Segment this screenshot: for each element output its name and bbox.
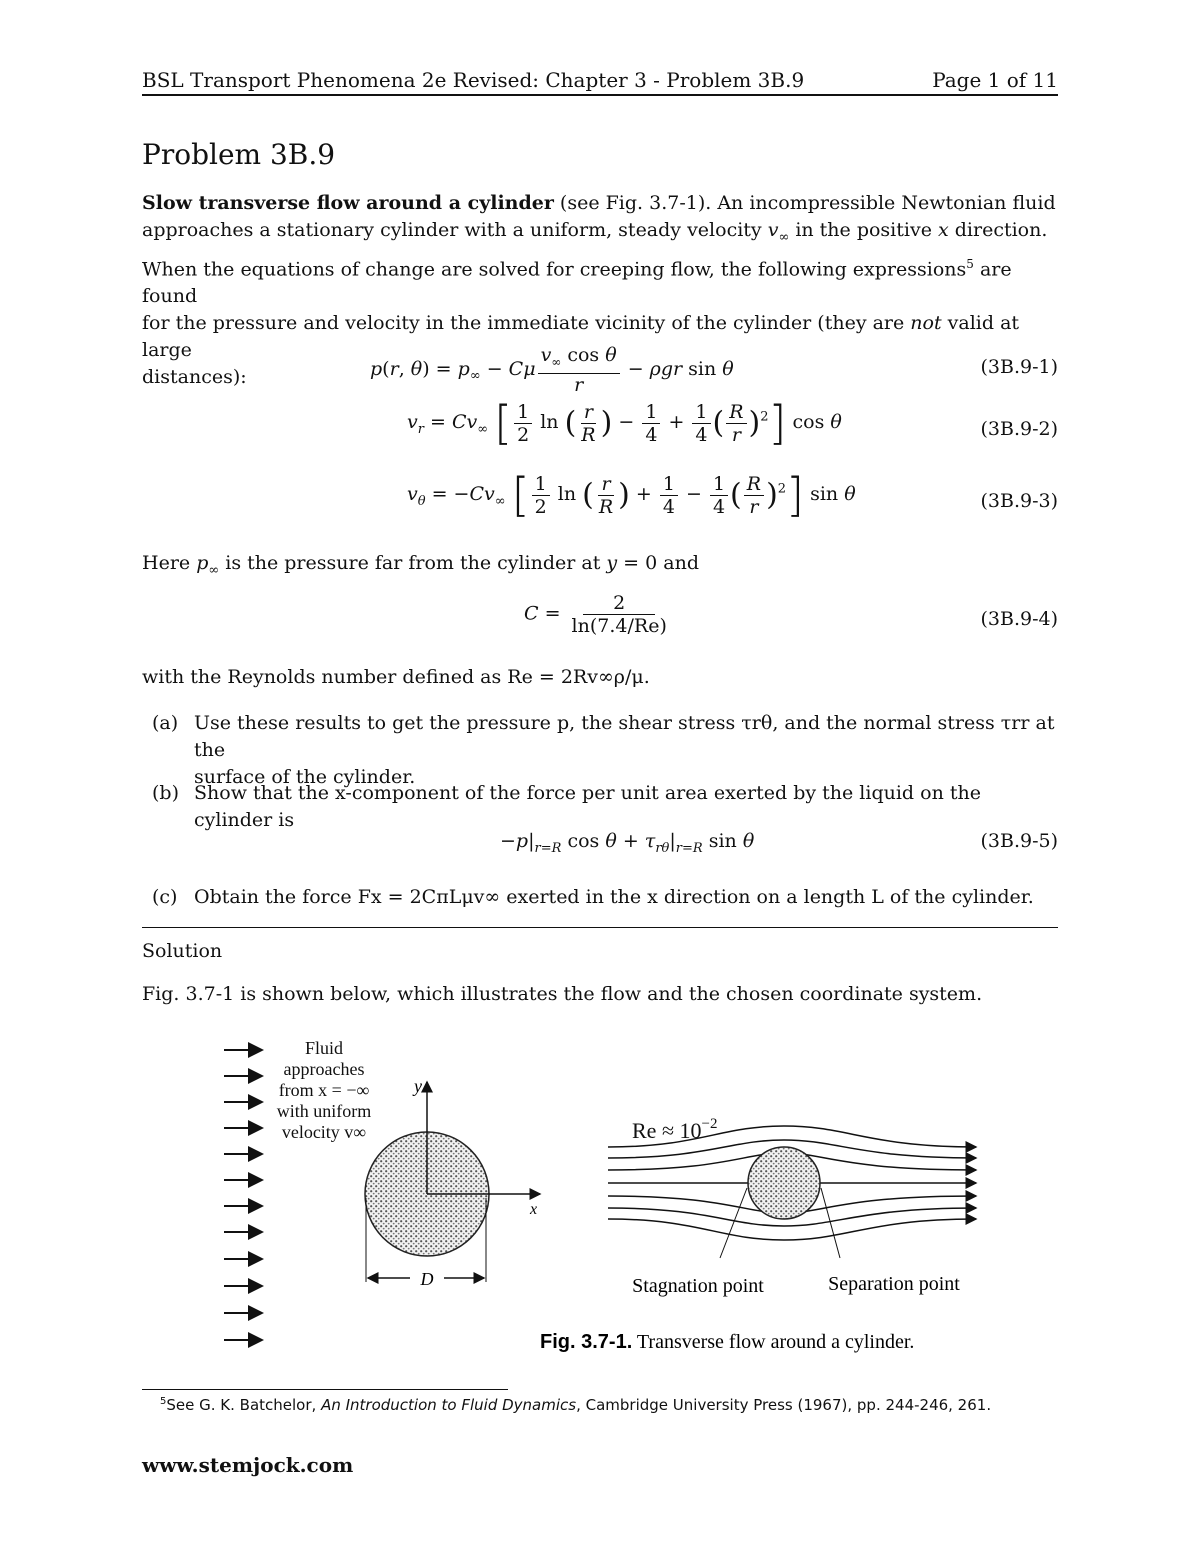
reynolds-label — [632, 1116, 717, 1143]
part-b-label: (b) — [152, 782, 179, 804]
footnote-mark: 5 — [160, 1396, 167, 1407]
statement-line4a: for the pressure and velocity in the immediate vicinity of the cylinder (they are — [142, 312, 911, 335]
statement-line2c: direction. — [948, 219, 1048, 241]
equation-4-number: (3B.9-4) — [980, 608, 1058, 630]
part-c — [142, 884, 1058, 911]
here-text-a: Here — [142, 552, 197, 574]
header-title: BSL Transport Phenomena 2e Revised: Chapter 3 - Problem 3B.9 — [142, 68, 805, 92]
caption-label: Fig. 3.7-1. — [540, 1331, 633, 1353]
header-rule — [142, 94, 1058, 96]
stagnation-label: Stagnation point — [632, 1275, 764, 1297]
statement-emph: not — [910, 312, 942, 335]
x-axis-label: x — [530, 1201, 538, 1218]
fluid-line-1: Fluid — [304, 1038, 344, 1058]
footnote-text-b: , Cambridge University Press (1967), pp. 244-246, 261. — [576, 1396, 992, 1414]
problem-statement: Slow transverse flow around a cylinder (see Fig. 3.7-1). An incompressible Newtonian fluid approaches a stationary cylinder with a uniform, steady velocity $v_\infty$ in the positive x direction. When the equations of change are solved for creeping flow, the following expressions$^5$ are found for the pressure and velocity in the immediate vicinity of the cylinder (they are not valid at large distances): — [142, 190, 1058, 391]
statement-lead: Slow transverse flow around a cylinder — [142, 192, 554, 214]
part-c-line1: Obtain the force Fx = 2CπLμv∞ exerted in the x direction on a length L of the cylinder. — [194, 886, 1034, 908]
y-axis-label: y — [414, 1076, 422, 1096]
footnote-text-a: See G. K. Batchelor, — [166, 1396, 322, 1414]
statement-line2a: approaches a stationary cylinder with a uniform, steady velocity — [142, 219, 768, 241]
here-text-c: and — [657, 552, 700, 574]
reynolds-base: Re ≈ 10 — [632, 1118, 702, 1143]
fluid-label — [277, 1038, 372, 1142]
here-text-b: is the pressure far from the cylinder at — [219, 552, 607, 574]
diameter-label: D — [420, 1269, 434, 1289]
caption-text: Transverse flow around a cylinder. — [632, 1331, 915, 1353]
footnote-rule — [142, 1389, 508, 1390]
equation-1-number: (3B.9-1) — [980, 356, 1058, 378]
problem-title: Problem 3B.9 — [142, 138, 336, 171]
part-a — [142, 710, 1058, 788]
fluid-line-4: with uniform — [276, 1101, 372, 1121]
part-a-line2: surface of the cylinder. — [194, 766, 416, 788]
statement-line5: distances): — [142, 366, 247, 389]
equation-2: $v_r = Cv_\infty$ [ $\frac{1}{2}$ ln ( $\frac{r}{R}$ ) − $\frac{1}{4}$ + $\frac{1}{4}$ ( $\frac{R}{r}$ )$^2$] cos θ (3B.9-2) — [407, 396, 1058, 450]
equation-2-number: (3B.9-2) — [980, 418, 1058, 440]
cylinder-streamline-view — [748, 1147, 820, 1219]
figure-caption — [540, 1331, 914, 1353]
figure-3-7-1 — [200, 1030, 1020, 1370]
here-text: Here $p_\infty$ is the pressure far from the cylinder at y = 0 and — [142, 552, 700, 578]
part-b — [142, 780, 1058, 831]
page-header — [142, 68, 1058, 92]
statement-line4b: valid at large — [142, 312, 1020, 362]
solution-heading: Solution — [142, 940, 223, 962]
equation-3: $v_\theta = -Cv_\infty$ [ $\frac{1}{2}$ ln ( $\frac{r}{R}$ ) + $\frac{1}{4}$ − $\frac{1}{4}$ ( $\frac{R}{r}$ )$^2$] sin θ (3B.9-3) — [407, 468, 1058, 522]
website-link[interactable]: www.stemjock.com — [142, 1453, 354, 1477]
fluid-line-3: from x = −∞ — [278, 1080, 370, 1100]
part-b-line1: Show that the x-component of the force per unit area exerted by the liquid on the cylinder is — [194, 782, 981, 831]
page-number: Page 1 of 11 — [932, 68, 1058, 92]
equation-4: C = $\frac{2}{\ln(7.4/Re)}$ (3B.9-4) — [524, 592, 1058, 637]
fluid-line-2: approaches — [283, 1059, 365, 1079]
footnote — [160, 1396, 991, 1414]
streamline — [608, 1219, 976, 1240]
statement-line3b: are found — [142, 258, 1012, 308]
statement-line1: (see Fig. 3.7-1). An incompressible Newtonian fluid — [553, 192, 1056, 214]
equation-3-number: (3B.9-3) — [980, 490, 1058, 512]
statement-line2b: in the positive — [789, 219, 938, 241]
part-a-line1: Use these results to get the pressure p, the shear stress τrθ, and the normal stress τrr at the — [194, 712, 1055, 761]
statement-line3a: When the equations of change are solved for creeping flow, the following expressions — [142, 258, 967, 281]
footnote-ref: 5 — [966, 256, 974, 271]
solution-rule — [142, 927, 1058, 928]
reynolds-exponent: −2 — [701, 1116, 718, 1132]
part-c-label: (c) — [152, 886, 178, 908]
separation-label: Separation point — [828, 1273, 960, 1295]
reynolds-definition: with the Reynolds number defined as Re = 2Rv∞ρ/μ. — [142, 666, 650, 688]
solution-text: Fig. 3.7-1 is shown below, which illustrates the flow and the chosen coordinate system. — [142, 983, 983, 1005]
fluid-line-5: velocity v∞ — [281, 1122, 367, 1142]
equation-1: p(r, $\theta) = p_\infty - C\mu$ $\frac{v_\infty \cos \theta}{r}$ − ρgr sin θ (3B.9-1) — [370, 344, 1058, 396]
part-a-label: (a) — [152, 712, 179, 734]
incoming-flow-arrows — [224, 1050, 262, 1340]
equation-5-number: (3B.9-5) — [980, 830, 1058, 852]
footnote-book-title: An Introduction to Fluid Dynamics — [321, 1396, 577, 1414]
